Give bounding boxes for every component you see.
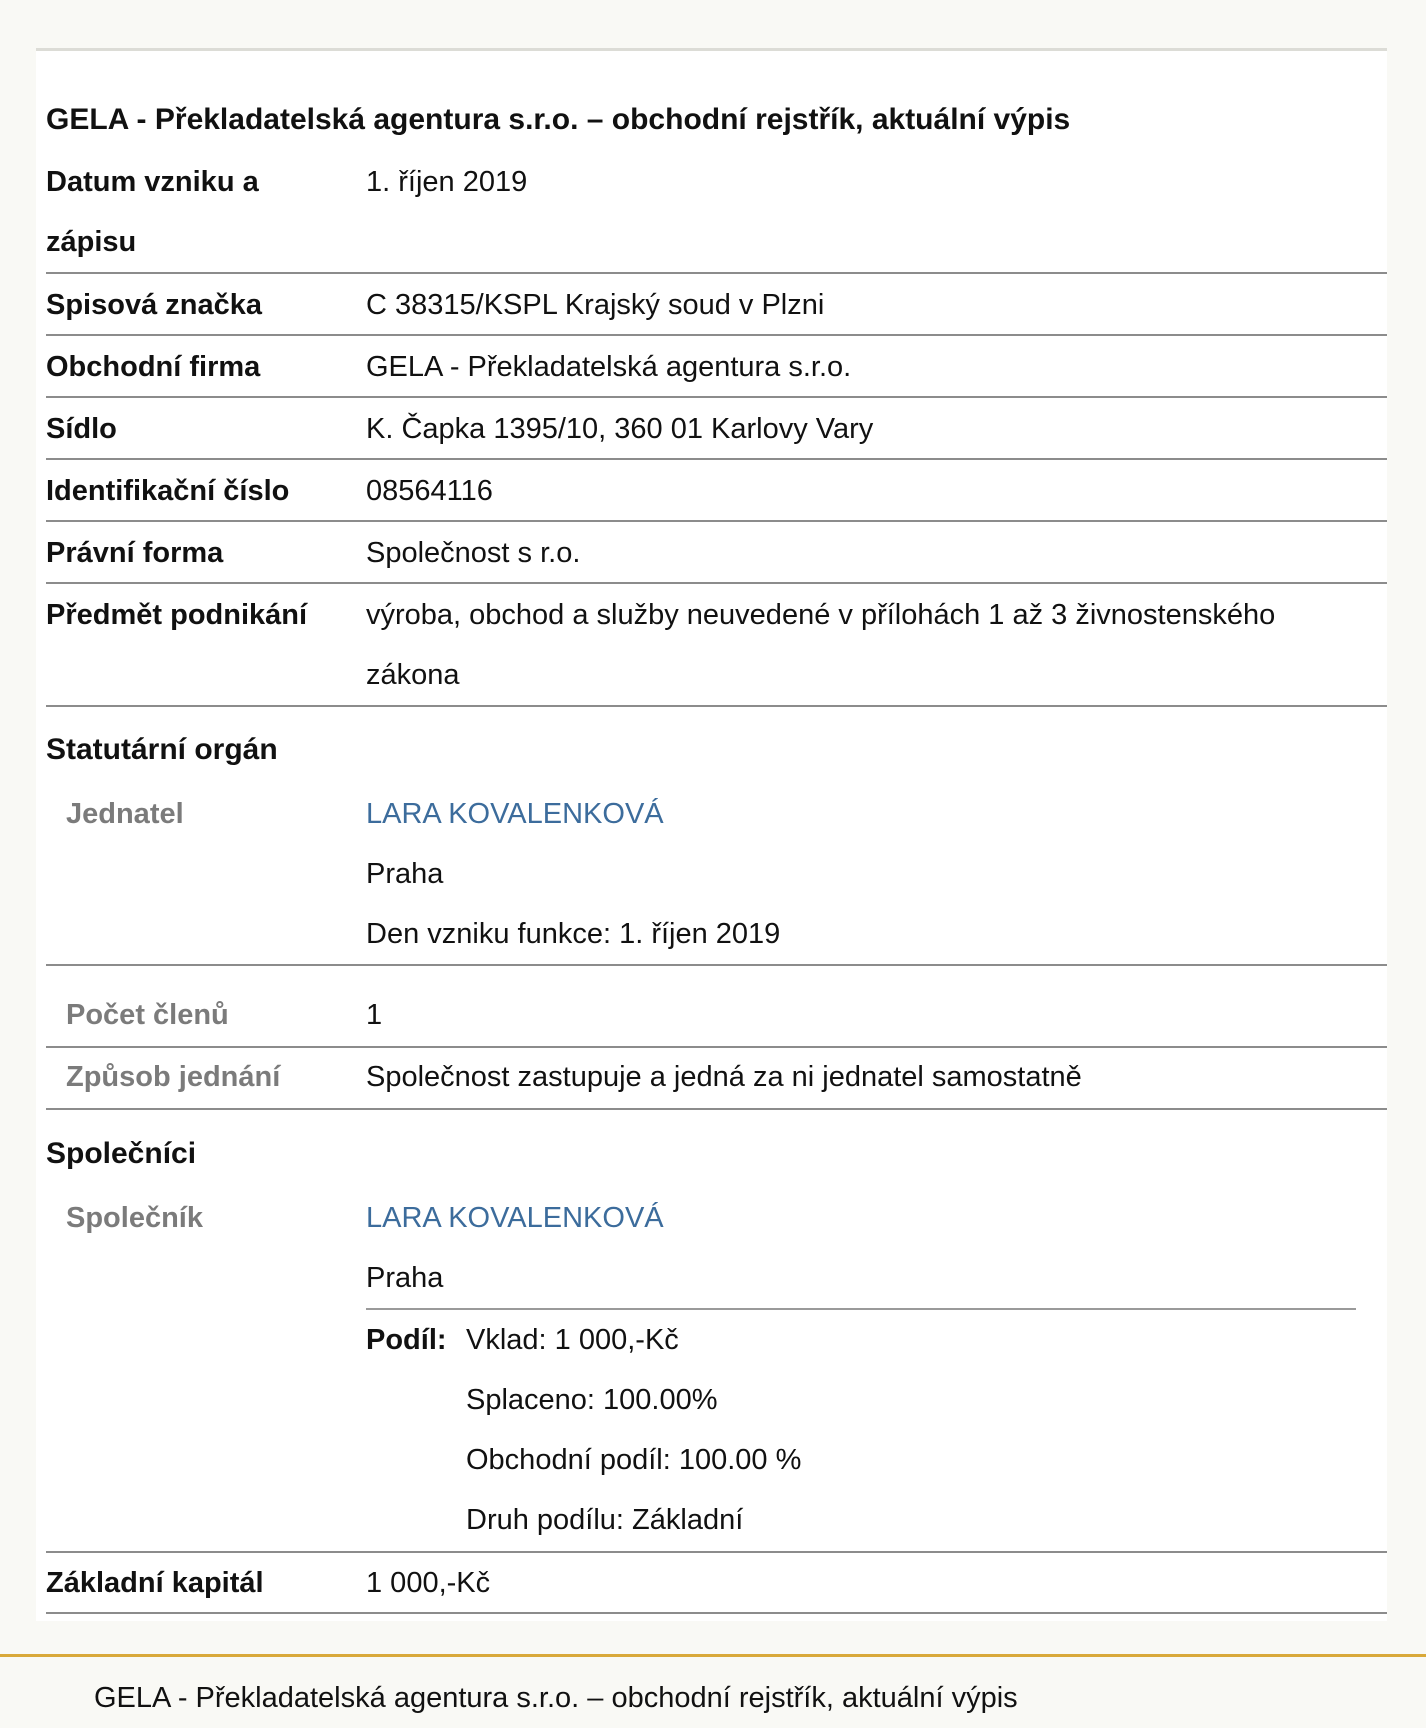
row-divider <box>46 964 1387 966</box>
value-pocet-clenu: 1 <box>366 999 383 1031</box>
label-pocet-clenu: Počet členů <box>66 999 229 1031</box>
value-identifikacni-cislo: 08564116 <box>366 475 493 507</box>
label-podil: Podíl: <box>366 1324 447 1356</box>
row-divider <box>46 272 1387 274</box>
value-zpusob-jednani: Společnost zastupuje a jedná za ni jednatel samostatně <box>366 1061 1082 1093</box>
value-jednatel-city: Praha <box>366 858 444 890</box>
value-splaceno: Splaceno: 100.00% <box>466 1384 718 1416</box>
label-zakladni-kapital: Základní kapitál <box>46 1567 264 1599</box>
value-obchodni-firma: GELA - Překladatelská agentura s.r.o. <box>366 351 852 383</box>
value-predmet-podnikani-2: zákona <box>366 659 460 691</box>
value-vklad: Vklad: 1 000,-Kč <box>466 1324 679 1356</box>
label-identifikacni-cislo: Identifikační číslo <box>46 475 290 507</box>
label-jednatel: Jednatel <box>66 798 184 830</box>
row-divider <box>46 396 1387 398</box>
value-spisova-znacka: C 38315/KSPL Krajský soud v Plzni <box>366 289 825 321</box>
value-datum-vzniku: 1. říjen 2019 <box>366 166 528 198</box>
link-spolecnik-name[interactable]: LARA KOVALENKOVÁ <box>366 1202 664 1234</box>
footer-title: GELA - Překladatelská agentura s.r.o. – obchodní rejstřík, aktuální výpis <box>94 1682 1018 1714</box>
row-divider <box>46 705 1387 707</box>
label-spolecnik: Společník <box>66 1202 203 1234</box>
section-spolecnici: Společníci <box>46 1137 197 1170</box>
footer-divider <box>0 1654 1426 1657</box>
value-obchodni-podil: Obchodní podíl: 100.00 % <box>466 1444 802 1476</box>
label-datum-vzniku-2: zápisu <box>46 226 137 258</box>
value-zakladni-kapital: 1 000,-Kč <box>366 1567 491 1599</box>
page-title: GELA - Překladatelská agentura s.r.o. – obchodní rejstřík, aktuální výpis <box>46 103 1071 136</box>
row-divider <box>46 582 1387 584</box>
link-jednatel-name[interactable]: LARA KOVALENKOVÁ <box>366 798 664 830</box>
label-sidlo: Sídlo <box>46 413 117 445</box>
value-spolecnik-city: Praha <box>366 1262 444 1294</box>
label-datum-vzniku-1: Datum vzniku a <box>46 166 259 198</box>
row-divider <box>46 520 1387 522</box>
section-statutarni-organ: Statutární orgán <box>46 733 278 766</box>
label-predmet-podnikani: Předmět podnikání <box>46 599 308 631</box>
value-druh-podilu: Druh podílu: Základní <box>466 1504 744 1536</box>
label-zpusob-jednani: Způsob jednání <box>66 1061 281 1093</box>
row-divider <box>46 334 1387 336</box>
label-pravni-forma: Právní forma <box>46 537 224 569</box>
row-divider <box>46 458 1387 460</box>
row-divider <box>46 1612 1387 1614</box>
label-spisova-znacka: Spisová značka <box>46 289 262 321</box>
value-jednatel-since: Den vzniku funkce: 1. říjen 2019 <box>366 918 781 950</box>
row-divider <box>46 1108 1387 1110</box>
value-sidlo: K. Čapka 1395/10, 360 01 Karlovy Vary <box>366 413 874 445</box>
value-pravni-forma: Společnost s r.o. <box>366 537 581 569</box>
value-predmet-podnikani-1: výroba, obchod a služby neuvedené v přílohách 1 až 3 živnostenského <box>366 599 1276 631</box>
label-obchodni-firma: Obchodní firma <box>46 351 261 383</box>
